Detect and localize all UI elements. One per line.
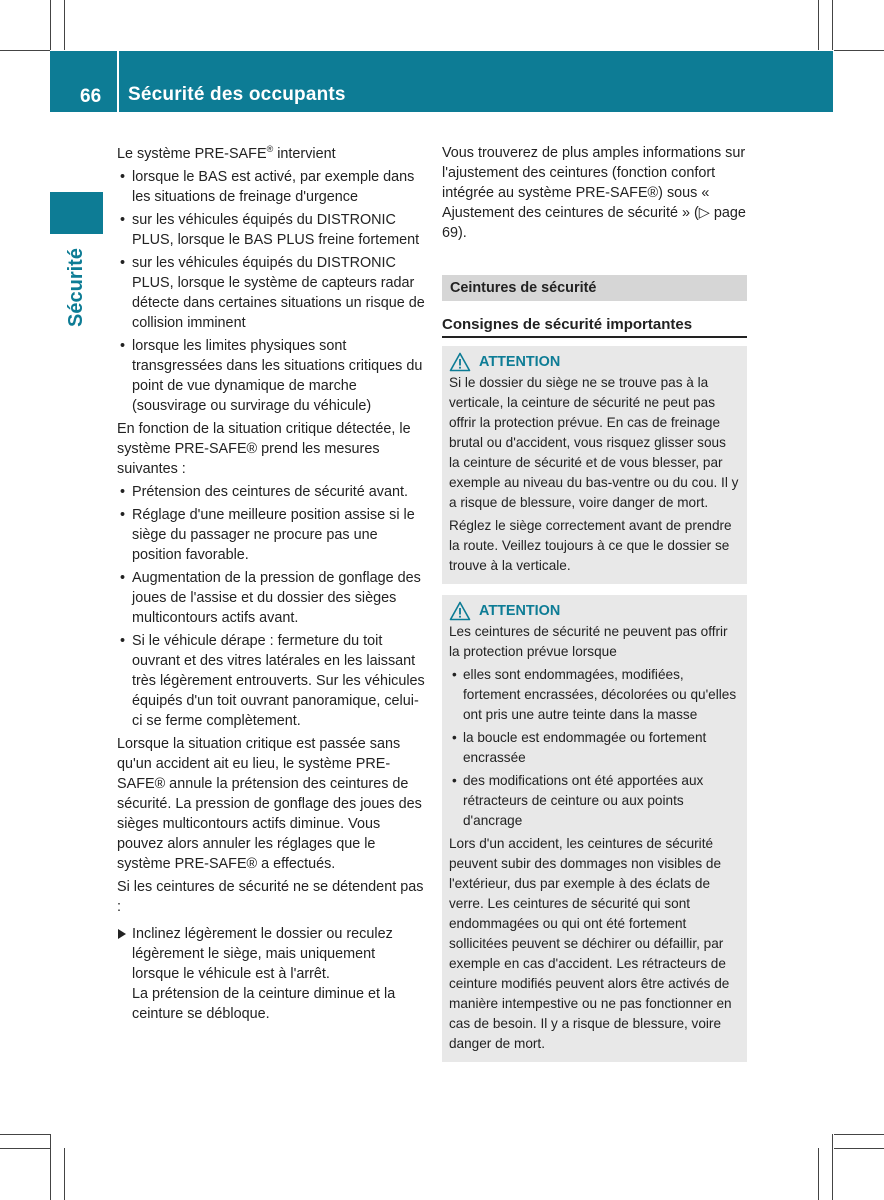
crop-mark	[834, 1148, 884, 1149]
list-item: • Prétension des ceintures de sécurité avant.	[117, 482, 425, 502]
release-paragraph: Si les ceintures de sécurité ne se détendent pas :	[117, 879, 424, 915]
sub-heading: Consignes de sécurité importantes	[442, 315, 747, 338]
section-heading: Ceintures de sécurité	[442, 275, 747, 301]
warning-text: Si le dossier du siège ne se trouve pas à la verticale, la ceinture de sécurité ne peut pas offrir la protection prévue. En cas de freinage brutal ou d'accident, vous risquez glisser sous la ceinture de sécurité et de vous blesser, par exemple au niveau du bas-ventre ou du cou. Il y a risque de blessure, voire danger de mort.	[449, 375, 739, 510]
list-item: • Réglage d'une meilleure position assise si le siège du passager ne procure pas une position favorable.	[117, 505, 425, 565]
measures-list	[117, 482, 425, 731]
warning-list	[449, 665, 740, 831]
crop-mark	[834, 50, 884, 51]
crop-mark	[64, 0, 65, 50]
list-item: • elles sont endommagées, modifiées, fortement encrassées, décolorées ou qu'elles ont pris une autre teinte dans la masse	[449, 665, 740, 725]
warning-title: ATTENTION	[449, 352, 740, 372]
list-item: • lorsque les limites physiques sont transgressées dans les situations critiques du point de vue dynamique de marche (sousvirage ou survirage du véhicule)	[117, 336, 425, 416]
warning-triangle-icon	[449, 601, 471, 621]
measures-intro: En fonction de la situation critique détectée, le système PRE-SAFE® prend les mesures suivantes :	[117, 421, 411, 477]
crop-mark	[64, 1148, 65, 1200]
list-item: • Augmentation de la pression de gonflage des joues de l'assise et du dossier des sièges multicontours actifs avant.	[117, 568, 425, 628]
step-result: La prétension de la ceinture diminue et la ceinture se débloque.	[132, 986, 396, 1022]
reference-paragraph: Vous trouverez de plus amples informations sur l'ajustement des ceintures (fonction confort intégrée au système PRE-SAFE®) sous « Ajustement des ceintures de sécurité » (▷ page 69).	[442, 145, 746, 241]
warning-text: Lors d'un accident, les ceintures de sécurité peuvent subir des dommages non visibles de l'extérieur, dus par exemple à des éclats de verre. Les ceintures de sécurité qui sont endommagées ou qui ont été fortement sollicitées peuvent se déchirer ou défaillir, par exemple en cas d'accident. Les rétracteurs de ceinture modifiés peuvent alors être activés de manière intempestive ou ne pas fonctionner en cas de besoin. Il y a risque de blessure, voire danger de mort.	[449, 836, 732, 1051]
page-number: 66	[80, 86, 102, 107]
intro-text: Le système PRE-SAFE® intervient	[117, 144, 336, 162]
crop-mark	[834, 1134, 884, 1135]
list-item: • sur les véhicules équipés du DISTRONIC PLUS, lorsque le système de capteurs radar détecte dans certaines situations un risque de collision imminent	[117, 253, 425, 333]
right-column	[442, 143, 747, 1062]
section-title: Sécurité des occupants	[128, 84, 346, 105]
crop-mark	[0, 50, 50, 51]
warning-text: Réglez le siège correctement avant de prendre la route. Veillez toujours à ce que le dossier se trouve à la verticale.	[449, 518, 732, 573]
warning-triangle-icon	[449, 352, 471, 372]
warning-text: Les ceintures de sécurité ne peuvent pas offrir la protection prévue lorsque	[449, 624, 728, 659]
crop-mark	[818, 0, 819, 50]
instruction-step	[117, 924, 425, 1024]
crop-mark	[0, 1134, 50, 1135]
crop-mark	[832, 1134, 833, 1200]
header-divider	[117, 51, 119, 112]
list-item: • la boucle est endommagée ou fortement encrassée	[449, 728, 740, 768]
warning-box	[442, 595, 747, 1062]
warning-title: ATTENTION	[449, 601, 740, 621]
crop-mark	[50, 0, 51, 50]
after-paragraph: Lorsque la situation critique est passée sans qu'un accident ait eu lieu, le système PRE-SAFE® annule la prétension des ceintures de sécurité. La pression de gonflage des joues des sièges multicontours actifs diminue. Vous pouvez alors annuler les réglages que le système PRE-SAFE® a effectués.	[117, 736, 422, 872]
warning-box	[442, 346, 747, 584]
list-item: • lorsque le BAS est activé, par exemple dans les situations de freinage d'urgence	[117, 167, 425, 207]
step-text: Inclinez légèrement le dossier ou reculez légèrement le siège, mais uniquement lorsque le véhicule est à l'arrêt.	[132, 926, 393, 982]
trigger-list	[117, 167, 425, 416]
crop-mark	[50, 1134, 51, 1200]
crop-mark	[818, 1148, 819, 1200]
list-item: • Si le véhicule dérape : fermeture du toit ouvrant et des vitres latérales en les laissant très légèrement entrouverts. Sur les véhicules équipés d'un toit ouvrant panoramique, celui-ci se ferme complètement.	[117, 631, 425, 731]
side-tab	[50, 192, 103, 234]
crop-mark	[832, 0, 833, 50]
list-item: • des modifications ont été apportées aux rétracteurs de ceinture ou aux points d'ancrage	[449, 771, 740, 831]
list-item: • sur les véhicules équipés du DISTRONIC PLUS, lorsque le BAS PLUS freine fortement	[117, 210, 425, 250]
side-label: Sécurité	[64, 247, 87, 327]
left-column	[117, 144, 425, 1024]
crop-mark	[0, 1148, 50, 1149]
